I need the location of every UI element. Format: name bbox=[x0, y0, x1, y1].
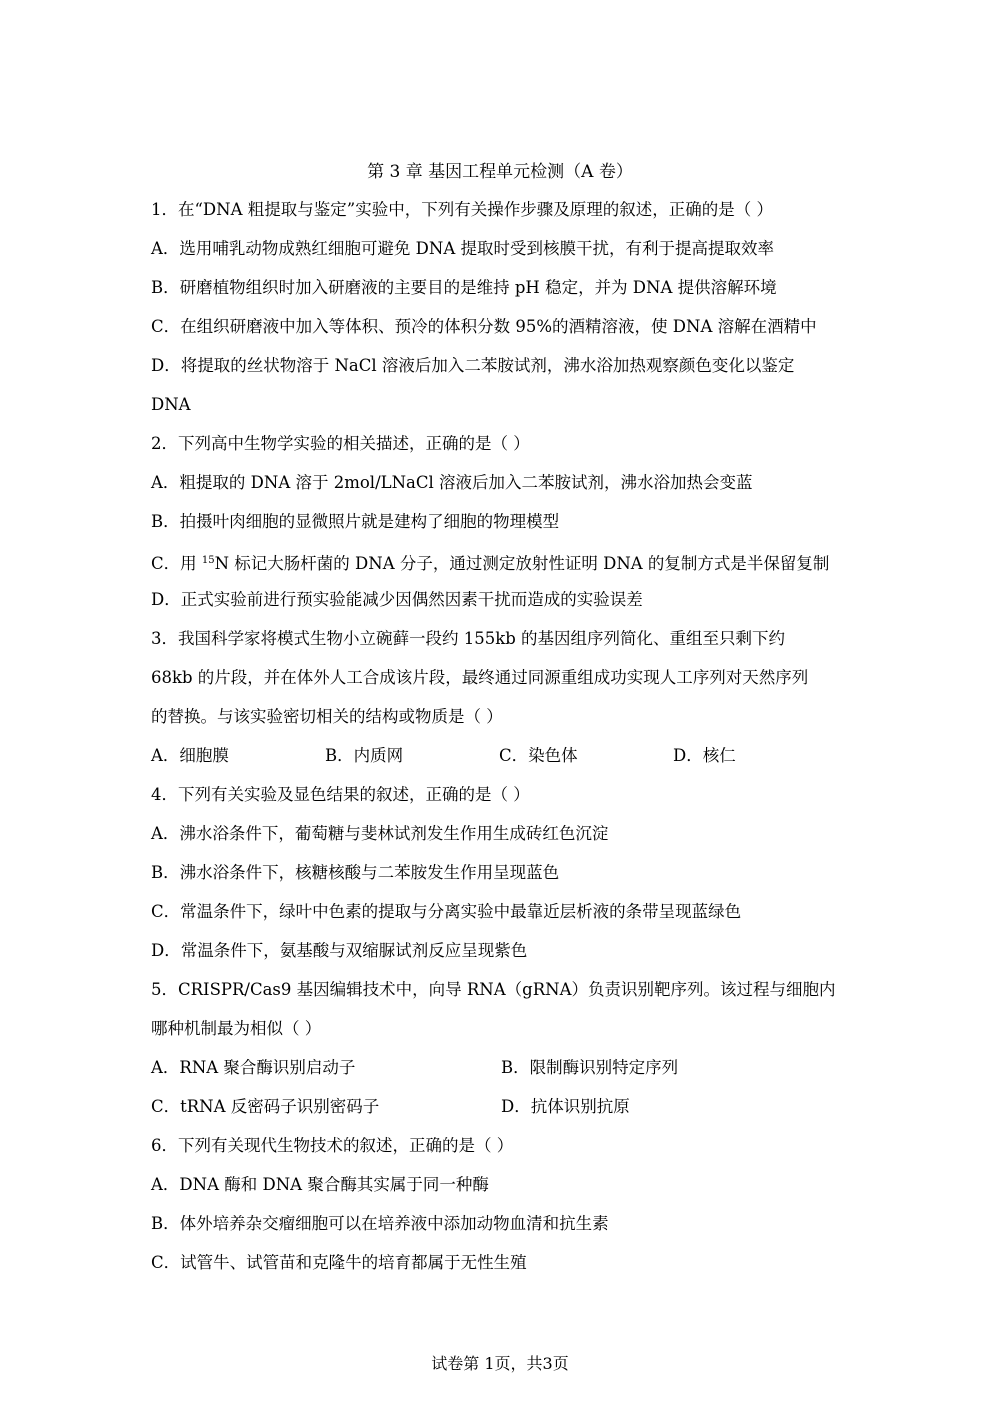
question-1-option-b: B．研磨植物组织时加入研磨液的主要目的是维持 pH 稳定，并为 DNA 提供溶解环境 bbox=[151, 278, 777, 297]
question-3-stem-line-1: 3．我国科学家将模式生物小立碗藓一段约 155kb 的基因组序列简化、重组至只剩下约 bbox=[151, 629, 786, 648]
question-6-option-a: A．DNA 酶和 DNA 聚合酶其实属于同一种酶 bbox=[151, 1175, 489, 1194]
page-title: 第 3 章 基因工程单元检测（A 卷） bbox=[367, 162, 633, 182]
question-2-option-a: A．粗提取的 DNA 溶于 2mol/LNaCl 溶液后加入二苯胺试剂，沸水浴加热会变蓝 bbox=[151, 473, 753, 492]
question-3-options bbox=[151, 740, 851, 779]
question-1-option-a: A．选用哺乳动物成熟红细胞可避免 DNA 提取时受到核膜干扰，有利于提高提取效率 bbox=[151, 239, 774, 258]
question-5-option-a: A．RNA 聚合酶识别启动子 bbox=[151, 1058, 356, 1077]
question-3-option-d: D．核仁 bbox=[673, 746, 736, 765]
question-5-stem-line-1: 5．CRISPR/Cas9 基因编辑技术中，向导 RNA（gRNA）负责识别靶序列。该过程与细胞内 bbox=[151, 980, 836, 999]
question-6-stem: 6．下列有关现代生物技术的叙述，正确的是（ ） bbox=[151, 1136, 514, 1155]
question-4-option-b: B．沸水浴条件下，核糖核酸与二苯胺发生作用呈现蓝色 bbox=[151, 863, 560, 882]
question-1-stem: 1．在“DNA 粗提取与鉴定”实验中，下列有关操作步骤及原理的叙述，正确的是（ ） bbox=[151, 200, 773, 219]
question-4-option-c: C．常温条件下，绿叶中色素的提取与分离实验中最靠近层析液的条带呈现蓝绿色 bbox=[151, 902, 742, 921]
question-2-option-b: B．拍摄叶肉细胞的显微照片就是建构了细胞的物理模型 bbox=[151, 512, 560, 531]
question-4-stem: 4．下列有关实验及显色结果的叙述，正确的是（ ） bbox=[151, 785, 530, 804]
question-1-option-d: D．将提取的丝状物溶于 NaCl 溶液后加入二苯胺试剂，沸水浴加热观察颜色变化以鉴定 bbox=[151, 356, 795, 375]
question-5-options-row-2 bbox=[151, 1091, 851, 1130]
question-3-stem-line-2: 68kb 的片段，并在体外人工合成该片段，最终通过同源重组成功实现人工序列对天然序列 bbox=[151, 668, 809, 687]
question-5-option-c: C．tRNA 反密码子识别密码子 bbox=[151, 1097, 380, 1116]
question-1-option-c: C．在组织研磨液中加入等体积、预冷的体积分数 95%的酒精溶液，使 DNA 溶解在酒精中 bbox=[151, 317, 817, 336]
question-3-option-c: C．染色体 bbox=[499, 746, 578, 765]
page-footer: 试卷第 1页，共3页 bbox=[431, 1354, 569, 1373]
question-5-stem-line-2: 哪种机制最为相似（ ） bbox=[151, 1019, 322, 1038]
question-5-options-row-1 bbox=[151, 1052, 851, 1091]
question-5-option-d: D．抗体识别抗原 bbox=[501, 1097, 630, 1116]
question-2-option-c-prefix: C．用 bbox=[151, 554, 202, 573]
isotope-superscript: 15 bbox=[201, 555, 215, 566]
question-6-option-c: C．试管牛、试管苗和克隆牛的培育都属于无性生殖 bbox=[151, 1253, 527, 1272]
question-1-option-d-continued: DNA bbox=[151, 395, 191, 414]
question-6-option-b: B．体外培养杂交瘤细胞可以在培养液中添加动物血清和抗生素 bbox=[151, 1214, 609, 1233]
question-2-stem: 2．下列高中生物学实验的相关描述，正确的是（ ） bbox=[151, 434, 530, 453]
question-list bbox=[151, 194, 851, 1286]
question-5-option-b: B．限制酶识别特定序列 bbox=[501, 1058, 679, 1077]
question-3-option-b: B．内质网 bbox=[325, 746, 404, 765]
question-2-option-d: D．正式实验前进行预实验能减少因偶然因素干扰而造成的实验误差 bbox=[151, 590, 643, 609]
question-2-option-c bbox=[151, 545, 851, 584]
question-2-option-c-text: N 标记大肠杆菌的 DNA 分子，通过测定放射性证明 DNA 的复制方式是半保留复制 bbox=[214, 554, 830, 573]
question-4-option-a: A．沸水浴条件下，葡萄糖与斐林试剂发生作用生成砖红色沉淀 bbox=[151, 824, 609, 843]
question-3-option-a: A．细胞膜 bbox=[151, 746, 229, 765]
question-3-stem-line-3: 的替换。与该实验密切相关的结构或物质是（ ） bbox=[151, 707, 503, 726]
question-4-option-d: D．常温条件下，氨基酸与双缩脲试剂反应呈现紫色 bbox=[151, 941, 528, 960]
